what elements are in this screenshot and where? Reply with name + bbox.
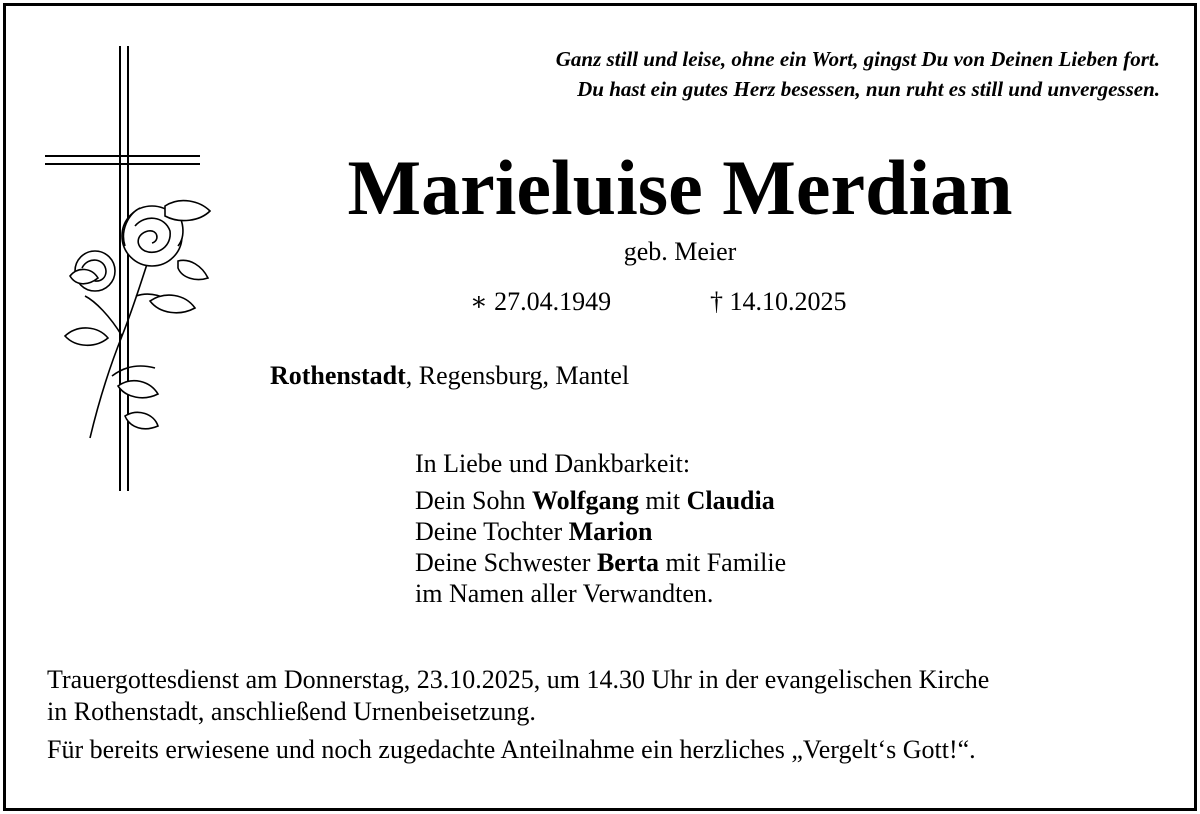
mourners-block — [415, 448, 786, 609]
place-main: Rothenstadt — [270, 361, 406, 390]
mourner-line-sister — [415, 547, 786, 578]
mourners-intro: In Liebe und Dankbarkeit: — [415, 449, 691, 478]
birth-name: geb. Meier — [623, 237, 737, 266]
poem-line-2: Du hast ein gutes Herz besessen, nun ruht es still und unvergessen. — [577, 77, 1160, 101]
mourner-text: mit — [638, 486, 687, 515]
birth-star-icon: ∗ — [470, 287, 488, 316]
place-rest: , Regensburg, Mantel — [405, 361, 630, 390]
poem-line-1: Ganz still und leise, ohne ein Wort, gingst Du von Deinen Lieben fort. — [555, 47, 1160, 71]
mourner-text: Deine Tochter — [415, 517, 569, 546]
mourner-line-son — [415, 485, 786, 516]
mourner-text: Deine Schwester — [415, 548, 597, 577]
death-date-line — [710, 286, 847, 318]
deceased-name: Marieluise Merdian — [347, 144, 1013, 231]
mourner-name: Marion — [568, 517, 653, 546]
service-line-2: in Rothenstadt, anschließend Urnenbeisetzung. — [47, 697, 536, 726]
mourner-text: Dein Sohn — [415, 486, 532, 515]
places — [270, 360, 629, 392]
mourner-name: Berta — [596, 548, 660, 577]
mourner-text: mit Familie — [659, 548, 787, 577]
mourner-name: Wolfgang — [532, 486, 639, 515]
mourner-name: Claudia — [686, 486, 775, 515]
thanks-line: Für bereits erwiesene und noch zugedachte Anteilnahme ein herzliches „Vergelt‘s Gott!“. — [47, 735, 976, 764]
cross-with-rose-icon — [40, 46, 215, 491]
death-date: 14.10.2025 — [729, 287, 847, 316]
birth-date: 27.04.1949 — [494, 287, 612, 316]
birth-date-line — [470, 286, 611, 318]
service-notice — [47, 664, 989, 728]
poem — [556, 44, 1160, 104]
mourner-line-daughter — [415, 516, 786, 547]
death-dagger-icon: † — [710, 287, 723, 316]
service-line-1: Trauergottesdienst am Donnerstag, 23.10.2025, um 14.30 Uhr in der evangelischen Kirche — [47, 665, 990, 694]
mourner-line-relatives: im Namen aller Verwandten. — [415, 579, 714, 608]
